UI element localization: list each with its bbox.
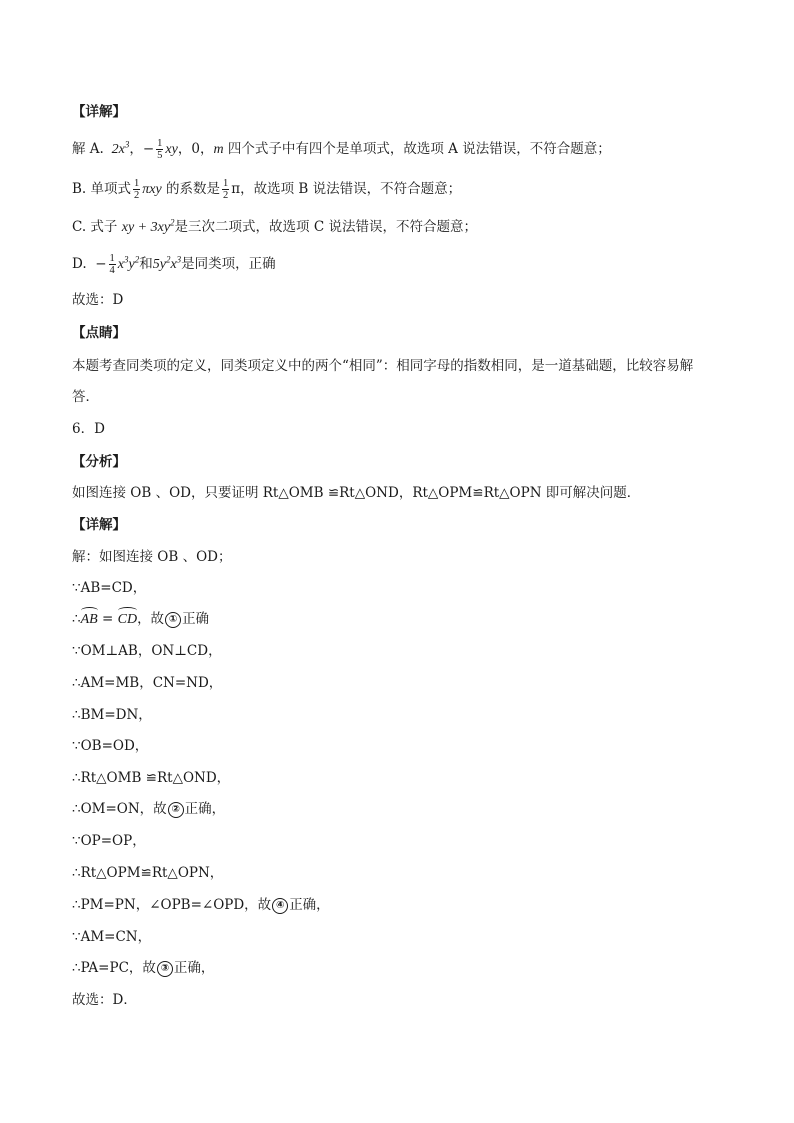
circled-3: ③ bbox=[157, 961, 173, 977]
comment-text-1: 本题考查同类项的定义，同类项定义中的两个“相同”：相同字母的指数相同，是一道基础题，比较容易解 bbox=[72, 358, 694, 374]
arc-eq: = bbox=[97, 611, 118, 627]
frac-1-4: $\frac{1}{4}$ bbox=[109, 253, 115, 276]
proof-line-14-a: ∴PA=PC，故 bbox=[72, 960, 156, 976]
option-c-line bbox=[72, 217, 477, 238]
proof-line-12 bbox=[72, 895, 330, 915]
proof-line-15: 故选：D． bbox=[72, 992, 137, 1008]
option-a-prefix: 解 A. bbox=[72, 141, 104, 157]
option-b-line bbox=[72, 178, 461, 201]
pi-symbol: π bbox=[231, 181, 241, 197]
section-heading-comment: 【点睛】 bbox=[72, 325, 126, 341]
option-b-text: ，故选项 B 说法错误，不符合题意； bbox=[240, 181, 462, 197]
proof-line-7: ∵OB=OD， bbox=[72, 738, 149, 754]
proof-line-2: ∵AB=CD， bbox=[72, 580, 147, 596]
proof-line-1: 解：如图连接 OB 、OD； bbox=[72, 549, 232, 565]
proof-line-10: ∵OP=OP， bbox=[72, 833, 146, 849]
circled-2: ② bbox=[168, 802, 184, 818]
circled-1: ① bbox=[165, 612, 181, 628]
frac-1-5: $\frac{1}{5}$ bbox=[157, 138, 163, 161]
proof-line-9 bbox=[72, 799, 225, 819]
proof-line-12-a: ∴PM=PN，∠OPB=∠OPD，故 bbox=[72, 897, 272, 913]
option-b-mid: 的系数是 bbox=[166, 181, 221, 197]
proof-line-12-b: 正确， bbox=[289, 897, 330, 913]
question-6-answer: 6．D bbox=[72, 421, 105, 437]
proof-line-3-end: 正确 bbox=[182, 611, 210, 627]
proof-line-9-b: 正确， bbox=[184, 801, 226, 817]
arc-cd: CD bbox=[118, 610, 137, 630]
frac-1-2: $\frac{1}{2}$ bbox=[134, 178, 140, 201]
proof-line-11: ∴Rt△OPM≌Rt△OPN， bbox=[72, 865, 224, 881]
proof-line-13: ∵AM=CN， bbox=[72, 929, 152, 945]
expr-m: m bbox=[213, 142, 224, 157]
option-a-mid: ，0， bbox=[177, 141, 214, 157]
expr-xy-3xy2: xy + $3xy^2$ bbox=[121, 217, 175, 235]
proof-line-8: ∴Rt△OMB ≌Rt△OND， bbox=[72, 770, 231, 786]
proof-line-3: ∴AB = CD，故 ① 正确 bbox=[72, 609, 209, 630]
section-heading-detail: 【详解】 bbox=[72, 104, 126, 120]
proof-line-3-tail: ，故 bbox=[137, 611, 165, 627]
option-d-text: 是同类项，正确 bbox=[181, 256, 276, 272]
proof-line-4: ∵OM⊥AB，ON⊥CD， bbox=[72, 643, 222, 659]
section-heading-detail-2: 【详解】 bbox=[72, 517, 126, 533]
proof-line-6: ∴BM=DN， bbox=[72, 707, 152, 723]
expr-xy: xy bbox=[165, 142, 178, 157]
proof-line-5: ∴AM=MB，CN=ND， bbox=[72, 675, 223, 691]
frac-1-2-coef: $\frac{1}{2}$ bbox=[223, 178, 229, 201]
option-a-line: 解 A. $2x^3$，− $\frac{1}{5}$ xy，0，m 四个式子中有四个是单项式，故选项 A 说法错误，不符合题意； bbox=[72, 138, 611, 161]
option-d-line: D. − $\frac{1}{4}$ $x^3y^2$和$5y^2x^3$是同类项，正确 bbox=[72, 253, 276, 276]
option-c-text: 是三次二项式，故选项 C 说法错误，不符合题意； bbox=[174, 219, 477, 235]
section-heading-analysis: 【分析】 bbox=[72, 454, 126, 470]
arc-ab: AB bbox=[81, 610, 98, 630]
option-d-prefix: D. bbox=[72, 256, 87, 272]
expr-pixy: πxy bbox=[142, 182, 162, 197]
option-d-mid: 和 bbox=[139, 256, 153, 272]
proof-line-14-b: 正确， bbox=[173, 960, 215, 976]
analysis-text: 如图连接 OB 、OD，只要证明 Rt△OMB ≌Rt△OND，Rt△OPM≌Rt△OPN 即可解决问题． bbox=[72, 485, 641, 501]
option-a-text: 四个式子中有四个是单项式，故选项 A 说法错误，不符合题意； bbox=[227, 141, 611, 157]
answer-line: 故选：D bbox=[72, 292, 124, 308]
proof-line-14 bbox=[72, 958, 214, 978]
proof-line-9-a: ∴OM=ON，故 bbox=[72, 801, 167, 817]
expr-2x3: $2x^3$ bbox=[108, 139, 130, 157]
expr-x3y2: $x^3y^2$ bbox=[117, 254, 140, 272]
comment-text-2: 答． bbox=[72, 389, 99, 405]
circled-4: ④ bbox=[272, 898, 288, 914]
option-b-prefix: B. 单项式 bbox=[72, 181, 132, 197]
option-c-prefix: C. 式子 bbox=[72, 219, 118, 235]
expr-5y2x3: $5y^2x^3$ bbox=[152, 254, 182, 272]
